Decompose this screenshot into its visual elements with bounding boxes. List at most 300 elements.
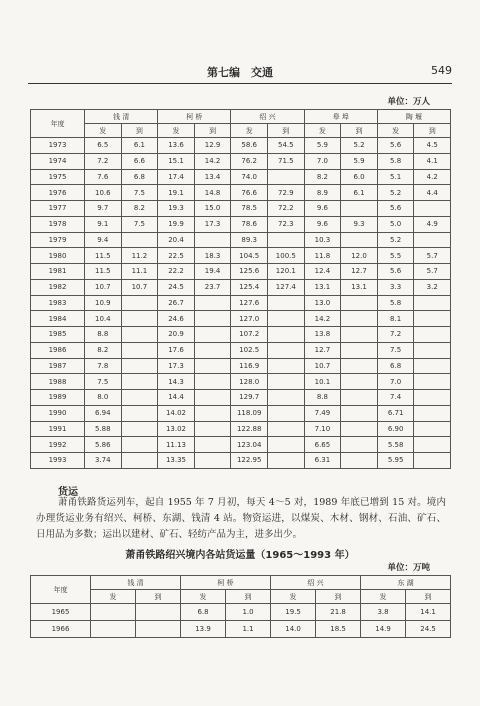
value-cell: 10.6 bbox=[85, 185, 122, 201]
page-header bbox=[28, 64, 452, 82]
arrive-header: 到 bbox=[226, 590, 271, 604]
value-cell bbox=[341, 421, 378, 437]
value-cell bbox=[121, 342, 158, 358]
depart-header: 发 bbox=[361, 590, 406, 604]
value-cell: 19.1 bbox=[158, 185, 195, 201]
value-cell bbox=[121, 327, 158, 343]
value-cell bbox=[268, 421, 305, 437]
value-cell: 8.1 bbox=[377, 311, 414, 327]
value-cell bbox=[341, 374, 378, 390]
value-cell: 4.4 bbox=[414, 185, 451, 201]
value-cell: 4.1 bbox=[414, 153, 451, 169]
year-cell: 1991 bbox=[31, 421, 85, 437]
value-cell bbox=[194, 327, 231, 343]
value-cell bbox=[414, 295, 451, 311]
table-row bbox=[31, 311, 451, 327]
table-row bbox=[31, 138, 451, 154]
value-cell: 5.7 bbox=[414, 264, 451, 280]
value-cell: 78.5 bbox=[231, 201, 268, 217]
station-header: 钱 清 bbox=[91, 576, 181, 590]
value-cell: 14.2 bbox=[304, 311, 341, 327]
value-cell: 102.5 bbox=[231, 342, 268, 358]
value-cell bbox=[121, 453, 158, 469]
year-cell: 1982 bbox=[31, 279, 85, 295]
value-cell: 6.6 bbox=[121, 153, 158, 169]
value-cell: 5.6 bbox=[377, 201, 414, 217]
arrive-header: 到 bbox=[406, 590, 451, 604]
value-cell: 7.4 bbox=[377, 390, 414, 406]
value-cell bbox=[341, 358, 378, 374]
value-cell: 12.7 bbox=[304, 342, 341, 358]
value-cell bbox=[268, 232, 305, 248]
value-cell: 8.8 bbox=[85, 327, 122, 343]
value-cell: 6.71 bbox=[377, 405, 414, 421]
value-cell: 13.35 bbox=[158, 453, 195, 469]
value-cell: 14.4 bbox=[158, 390, 195, 406]
value-cell bbox=[121, 405, 158, 421]
value-cell: 5.9 bbox=[304, 138, 341, 154]
value-cell: 13.0 bbox=[304, 295, 341, 311]
value-cell bbox=[121, 390, 158, 406]
value-cell: 7.0 bbox=[377, 374, 414, 390]
value-cell: 17.3 bbox=[194, 216, 231, 232]
value-cell: 18.3 bbox=[194, 248, 231, 264]
value-cell bbox=[268, 405, 305, 421]
value-cell: 5.2 bbox=[377, 185, 414, 201]
value-cell: 10.3 bbox=[304, 232, 341, 248]
value-cell: 12.9 bbox=[194, 138, 231, 154]
value-cell: 7.6 bbox=[85, 169, 122, 185]
value-cell bbox=[341, 201, 378, 217]
depart-header: 发 bbox=[231, 124, 268, 138]
arrive-header: 到 bbox=[316, 590, 361, 604]
year-cell: 1983 bbox=[31, 295, 85, 311]
value-cell bbox=[341, 232, 378, 248]
station-header: 柯 桥 bbox=[181, 576, 271, 590]
arrive-header: 到 bbox=[414, 124, 451, 138]
value-cell bbox=[121, 311, 158, 327]
value-cell: 19.5 bbox=[271, 604, 316, 621]
freight-paragraph: 萧甬铁路货运列车，起自 1955 年 7 月初，每天 4～5 对，1989 年底已增到 15 对。境内办理货运业务有绍兴、柯桥、东湖、钱清 4 站。物资运进，以煤炭、木材、钢材、石油、矿石、日用品为多数；运出以建材、矿石、轻纺产品为主，进多出少。 bbox=[36, 497, 446, 540]
value-cell: 5.7 bbox=[414, 248, 451, 264]
value-cell: 5.8 bbox=[377, 153, 414, 169]
value-cell: 74.0 bbox=[231, 169, 268, 185]
value-cell: 11.13 bbox=[158, 437, 195, 453]
value-cell: 14.02 bbox=[158, 405, 195, 421]
value-cell: 20.4 bbox=[158, 232, 195, 248]
value-cell: 5.86 bbox=[85, 437, 122, 453]
value-cell: 116.9 bbox=[231, 358, 268, 374]
value-cell: 10.7 bbox=[121, 279, 158, 295]
value-cell: 10.7 bbox=[85, 279, 122, 295]
table-row bbox=[31, 232, 451, 248]
value-cell: 4.5 bbox=[414, 138, 451, 154]
value-cell: 10.4 bbox=[85, 311, 122, 327]
value-cell: 7.2 bbox=[85, 153, 122, 169]
table-row bbox=[31, 216, 451, 232]
value-cell: 5.6 bbox=[377, 264, 414, 280]
value-cell bbox=[194, 311, 231, 327]
station-header: 陶 堰 bbox=[377, 110, 450, 124]
table2-title: 萧甬铁路绍兴境内各站货运量（1965～1993 年） bbox=[125, 550, 355, 561]
value-cell: 5.9 bbox=[341, 153, 378, 169]
value-cell: 6.8 bbox=[181, 604, 226, 621]
table-row bbox=[31, 604, 451, 621]
arrive-header: 到 bbox=[341, 124, 378, 138]
table-row bbox=[31, 342, 451, 358]
value-cell bbox=[121, 232, 158, 248]
value-cell: 15.1 bbox=[158, 153, 195, 169]
value-cell bbox=[414, 201, 451, 217]
value-cell bbox=[136, 604, 181, 621]
value-cell bbox=[268, 169, 305, 185]
arrive-header: 到 bbox=[121, 124, 158, 138]
value-cell bbox=[341, 437, 378, 453]
station-header: 柯 桥 bbox=[158, 110, 231, 124]
table-row bbox=[31, 169, 451, 185]
year-cell: 1974 bbox=[31, 153, 85, 169]
value-cell: 12.4 bbox=[304, 264, 341, 280]
value-cell: 5.88 bbox=[85, 421, 122, 437]
year-cell: 1977 bbox=[31, 201, 85, 217]
depart-header: 发 bbox=[181, 590, 226, 604]
depart-header: 发 bbox=[271, 590, 316, 604]
value-cell: 11.5 bbox=[85, 264, 122, 280]
value-cell bbox=[194, 437, 231, 453]
value-cell: 13.1 bbox=[341, 279, 378, 295]
value-cell: 3.8 bbox=[361, 604, 406, 621]
value-cell: 127.0 bbox=[231, 311, 268, 327]
value-cell: 19.4 bbox=[194, 264, 231, 280]
value-cell: 76.2 bbox=[231, 153, 268, 169]
value-cell: 6.8 bbox=[121, 169, 158, 185]
value-cell: 19.3 bbox=[158, 201, 195, 217]
table-row bbox=[31, 453, 451, 469]
depart-header: 发 bbox=[158, 124, 195, 138]
value-cell bbox=[414, 405, 451, 421]
value-cell bbox=[268, 453, 305, 469]
table-row bbox=[31, 390, 451, 406]
value-cell: 127.4 bbox=[268, 279, 305, 295]
value-cell bbox=[268, 295, 305, 311]
value-cell: 6.65 bbox=[304, 437, 341, 453]
freight-table bbox=[30, 575, 451, 638]
value-cell bbox=[194, 405, 231, 421]
value-cell: 78.6 bbox=[231, 216, 268, 232]
value-cell: 12.0 bbox=[341, 248, 378, 264]
value-cell bbox=[121, 374, 158, 390]
value-cell: 104.5 bbox=[231, 248, 268, 264]
value-cell bbox=[414, 453, 451, 469]
value-cell: 72.3 bbox=[268, 216, 305, 232]
value-cell: 23.7 bbox=[194, 279, 231, 295]
value-cell: 122.95 bbox=[231, 453, 268, 469]
value-cell: 8.9 bbox=[304, 185, 341, 201]
value-cell: 6.1 bbox=[341, 185, 378, 201]
value-cell: 14.2 bbox=[194, 153, 231, 169]
arrive-header: 到 bbox=[268, 124, 305, 138]
year-header: 年度 bbox=[31, 576, 91, 604]
depart-header: 发 bbox=[85, 124, 122, 138]
station-header: 绍 兴 bbox=[271, 576, 361, 590]
depart-header: 发 bbox=[304, 124, 341, 138]
year-cell: 1984 bbox=[31, 311, 85, 327]
value-cell: 21.8 bbox=[316, 604, 361, 621]
value-cell bbox=[341, 342, 378, 358]
year-cell: 1965 bbox=[31, 604, 91, 621]
value-cell: 3.3 bbox=[377, 279, 414, 295]
value-cell: 5.58 bbox=[377, 437, 414, 453]
value-cell: 17.3 bbox=[158, 358, 195, 374]
value-cell: 3.74 bbox=[85, 453, 122, 469]
year-cell: 1989 bbox=[31, 390, 85, 406]
value-cell bbox=[194, 358, 231, 374]
value-cell bbox=[268, 437, 305, 453]
table1-unit: 单位：万人 bbox=[387, 97, 430, 107]
value-cell: 71.5 bbox=[268, 153, 305, 169]
value-cell: 10.1 bbox=[304, 374, 341, 390]
value-cell: 6.31 bbox=[304, 453, 341, 469]
value-cell bbox=[414, 311, 451, 327]
value-cell bbox=[414, 437, 451, 453]
table-row bbox=[31, 264, 451, 280]
value-cell: 8.0 bbox=[85, 390, 122, 406]
table-row bbox=[31, 437, 451, 453]
value-cell bbox=[268, 327, 305, 343]
value-cell: 8.2 bbox=[85, 342, 122, 358]
value-cell: 125.6 bbox=[231, 264, 268, 280]
value-cell: 7.10 bbox=[304, 421, 341, 437]
value-cell: 9.4 bbox=[85, 232, 122, 248]
value-cell: 19.9 bbox=[158, 216, 195, 232]
value-cell bbox=[121, 437, 158, 453]
year-cell: 1976 bbox=[31, 185, 85, 201]
table2-unit: 单位：万吨 bbox=[387, 563, 430, 573]
year-cell: 1966 bbox=[31, 621, 91, 638]
value-cell bbox=[414, 374, 451, 390]
value-cell: 11.2 bbox=[121, 248, 158, 264]
year-header: 年度 bbox=[31, 110, 85, 138]
value-cell: 5.95 bbox=[377, 453, 414, 469]
value-cell: 5.0 bbox=[377, 216, 414, 232]
value-cell: 14.3 bbox=[158, 374, 195, 390]
value-cell: 7.2 bbox=[377, 327, 414, 343]
year-cell: 1985 bbox=[31, 327, 85, 343]
year-cell: 1990 bbox=[31, 405, 85, 421]
year-cell: 1993 bbox=[31, 453, 85, 469]
value-cell: 76.6 bbox=[231, 185, 268, 201]
value-cell: 125.4 bbox=[231, 279, 268, 295]
value-cell: 13.02 bbox=[158, 421, 195, 437]
value-cell bbox=[268, 358, 305, 374]
value-cell bbox=[341, 405, 378, 421]
value-cell: 8.2 bbox=[304, 169, 341, 185]
value-cell: 4.9 bbox=[414, 216, 451, 232]
station-header: 钱 清 bbox=[85, 110, 158, 124]
value-cell: 5.2 bbox=[341, 138, 378, 154]
value-cell: 6.0 bbox=[341, 169, 378, 185]
year-cell: 1973 bbox=[31, 138, 85, 154]
value-cell: 129.7 bbox=[231, 390, 268, 406]
table-row bbox=[31, 358, 451, 374]
table-row bbox=[31, 185, 451, 201]
year-cell: 1979 bbox=[31, 232, 85, 248]
year-cell: 1987 bbox=[31, 358, 85, 374]
value-cell: 89.3 bbox=[231, 232, 268, 248]
value-cell bbox=[341, 390, 378, 406]
page-number: 549 bbox=[431, 64, 452, 77]
value-cell: 120.1 bbox=[268, 264, 305, 280]
value-cell bbox=[414, 327, 451, 343]
value-cell bbox=[414, 358, 451, 374]
value-cell bbox=[268, 390, 305, 406]
header-rule bbox=[28, 83, 452, 84]
value-cell bbox=[194, 390, 231, 406]
table-row bbox=[31, 201, 451, 217]
value-cell: 3.2 bbox=[414, 279, 451, 295]
value-cell: 11.1 bbox=[121, 264, 158, 280]
value-cell: 5.1 bbox=[377, 169, 414, 185]
value-cell: 6.94 bbox=[85, 405, 122, 421]
value-cell: 7.49 bbox=[304, 405, 341, 421]
value-cell bbox=[194, 295, 231, 311]
value-cell: 26.7 bbox=[158, 295, 195, 311]
value-cell bbox=[268, 342, 305, 358]
value-cell: 7.5 bbox=[121, 185, 158, 201]
value-cell: 11.5 bbox=[85, 248, 122, 264]
value-cell: 8.2 bbox=[121, 201, 158, 217]
value-cell: 11.8 bbox=[304, 248, 341, 264]
value-cell: 24.5 bbox=[158, 279, 195, 295]
station-header: 绍 兴 bbox=[231, 110, 304, 124]
value-cell: 7.5 bbox=[121, 216, 158, 232]
value-cell bbox=[414, 342, 451, 358]
depart-header: 发 bbox=[377, 124, 414, 138]
value-cell: 17.6 bbox=[158, 342, 195, 358]
value-cell: 6.1 bbox=[121, 138, 158, 154]
value-cell: 20.9 bbox=[158, 327, 195, 343]
value-cell: 7.0 bbox=[304, 153, 341, 169]
value-cell: 9.3 bbox=[341, 216, 378, 232]
year-cell: 1986 bbox=[31, 342, 85, 358]
value-cell: 13.1 bbox=[304, 279, 341, 295]
value-cell: 24.6 bbox=[158, 311, 195, 327]
value-cell: 10.9 bbox=[85, 295, 122, 311]
value-cell: 13.4 bbox=[194, 169, 231, 185]
value-cell bbox=[91, 604, 136, 621]
value-cell: 13.6 bbox=[158, 138, 195, 154]
value-cell bbox=[136, 621, 181, 638]
table-row bbox=[31, 153, 451, 169]
year-cell: 1980 bbox=[31, 248, 85, 264]
table-row bbox=[31, 279, 451, 295]
year-cell: 1978 bbox=[31, 216, 85, 232]
value-cell: 8.8 bbox=[304, 390, 341, 406]
table-row bbox=[31, 621, 451, 638]
value-cell: 9.7 bbox=[85, 201, 122, 217]
table-row bbox=[31, 248, 451, 264]
value-cell bbox=[414, 421, 451, 437]
table-row bbox=[31, 421, 451, 437]
table-row bbox=[31, 405, 451, 421]
value-cell bbox=[194, 421, 231, 437]
value-cell: 128.0 bbox=[231, 374, 268, 390]
value-cell: 15.0 bbox=[194, 201, 231, 217]
value-cell: 5.2 bbox=[377, 232, 414, 248]
value-cell bbox=[91, 621, 136, 638]
value-cell bbox=[341, 311, 378, 327]
passenger-table bbox=[30, 109, 451, 469]
value-cell: 17.4 bbox=[158, 169, 195, 185]
value-cell bbox=[194, 342, 231, 358]
value-cell bbox=[194, 374, 231, 390]
value-cell: 13.8 bbox=[304, 327, 341, 343]
value-cell: 14.8 bbox=[194, 185, 231, 201]
value-cell bbox=[121, 421, 158, 437]
value-cell: 5.6 bbox=[377, 138, 414, 154]
value-cell: 5.8 bbox=[377, 295, 414, 311]
value-cell bbox=[268, 374, 305, 390]
chapter-title: 第七编 交通 bbox=[207, 66, 273, 79]
year-cell: 1981 bbox=[31, 264, 85, 280]
value-cell: 22.5 bbox=[158, 248, 195, 264]
table-row bbox=[31, 374, 451, 390]
value-cell: 13.9 bbox=[181, 621, 226, 638]
value-cell: 6.5 bbox=[85, 138, 122, 154]
value-cell: 7.8 bbox=[85, 358, 122, 374]
value-cell: 10.7 bbox=[304, 358, 341, 374]
value-cell: 7.5 bbox=[85, 374, 122, 390]
value-cell: 54.5 bbox=[268, 138, 305, 154]
value-cell bbox=[414, 390, 451, 406]
value-cell: 6.90 bbox=[377, 421, 414, 437]
value-cell: 6.8 bbox=[377, 358, 414, 374]
year-cell: 1988 bbox=[31, 374, 85, 390]
value-cell bbox=[414, 232, 451, 248]
table-row bbox=[31, 327, 451, 343]
year-cell: 1992 bbox=[31, 437, 85, 453]
value-cell: 1.0 bbox=[226, 604, 271, 621]
value-cell: 72.9 bbox=[268, 185, 305, 201]
value-cell: 58.6 bbox=[231, 138, 268, 154]
value-cell bbox=[341, 295, 378, 311]
value-cell: 14.1 bbox=[406, 604, 451, 621]
value-cell: 9.6 bbox=[304, 201, 341, 217]
year-cell: 1975 bbox=[31, 169, 85, 185]
value-cell: 4.2 bbox=[414, 169, 451, 185]
value-cell: 18.5 bbox=[316, 621, 361, 638]
value-cell bbox=[194, 453, 231, 469]
value-cell: 72.2 bbox=[268, 201, 305, 217]
value-cell: 24.5 bbox=[406, 621, 451, 638]
section-title: 货运 bbox=[58, 487, 78, 498]
value-cell: 12.7 bbox=[341, 264, 378, 280]
value-cell: 5.5 bbox=[377, 248, 414, 264]
value-cell: 14.9 bbox=[361, 621, 406, 638]
depart-header: 发 bbox=[91, 590, 136, 604]
station-header: 皋 埠 bbox=[304, 110, 377, 124]
value-cell: 14.0 bbox=[271, 621, 316, 638]
value-cell bbox=[341, 327, 378, 343]
arrive-header: 到 bbox=[136, 590, 181, 604]
value-cell: 7.5 bbox=[377, 342, 414, 358]
arrive-header: 到 bbox=[194, 124, 231, 138]
value-cell: 9.6 bbox=[304, 216, 341, 232]
value-cell: 22.2 bbox=[158, 264, 195, 280]
value-cell: 127.6 bbox=[231, 295, 268, 311]
value-cell: 107.2 bbox=[231, 327, 268, 343]
value-cell: 100.5 bbox=[268, 248, 305, 264]
